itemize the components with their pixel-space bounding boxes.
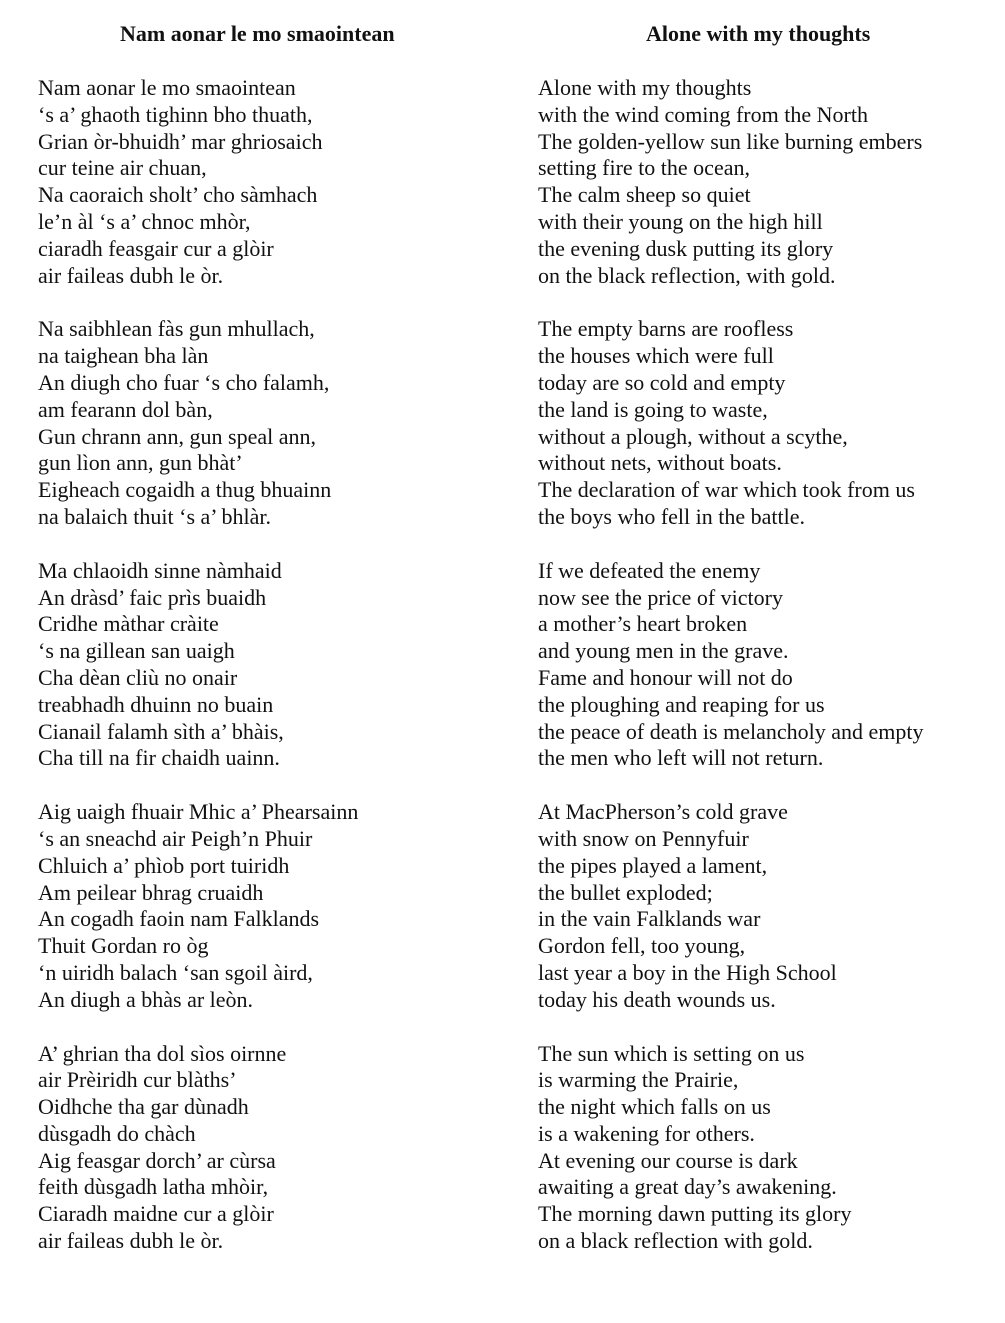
poem-line: Alone with my thoughts — [538, 75, 752, 100]
poem-line: The calm sheep so quiet — [538, 182, 751, 208]
poem-line: with the wind coming from the North — [538, 101, 868, 127]
poem-line: cur teine air chuan, — [38, 155, 207, 181]
poem-line: Grian òr-bhuidh’ mar ghriosaich — [38, 128, 323, 154]
poem-line: A’ ghrian tha dol sìos oirnne — [38, 1040, 287, 1066]
poem-line: Cha till na fir chaidh uainn. — [38, 745, 280, 771]
poem-line: is a wakening for others. — [538, 1120, 755, 1146]
poem-line: Aig feasgar dorch’ ar cùrsa — [38, 1147, 276, 1173]
poem-line: the peace of death is melancholy and empty — [538, 718, 924, 744]
poem-line: am fearann dol bàn, — [38, 396, 213, 422]
poem-line: air faileas dubh le òr. — [38, 262, 224, 288]
poem-line: Nam aonar le mo smaointean — [38, 75, 296, 100]
gaelic-stanza-2 — [38, 316, 358, 530]
poem-line: and young men in the grave. — [538, 638, 789, 664]
poem-line: Eigheach cogaidh a thug bhuainn — [38, 477, 332, 503]
poem-line: gun lìon ann, gun bhàt’ — [38, 450, 243, 476]
poem-line: air Prèiridh cur blàths’ — [38, 1067, 237, 1093]
poem-line: ‘s na gillean san uaigh — [38, 638, 235, 664]
gaelic-poem — [38, 75, 358, 1282]
poem-line: If we defeated the enemy — [538, 557, 761, 583]
poem-line: treabhadh dhuinn no buain — [38, 691, 274, 717]
poem-line: ‘s an sneachd air Peigh’n Phuir — [38, 825, 313, 851]
gaelic-stanza-1 — [38, 75, 358, 289]
poem-line: the land is going to waste, — [538, 396, 768, 422]
poem-line: the ploughing and reaping for us — [538, 691, 825, 717]
poem-line: An dràsd’ faic prìs buaidh — [38, 584, 267, 610]
poem-line: An diugh a bhàs ar leòn. — [38, 986, 254, 1012]
english-title: Alone with my thoughts — [646, 21, 871, 46]
poem-line: on a black reflection with gold. — [538, 1228, 813, 1254]
poem-line: the evening dusk putting its glory — [538, 235, 834, 261]
poem-line: The empty barns are roofless — [538, 316, 794, 342]
gaelic-stanza-4 — [38, 799, 358, 1013]
poem-line: Cridhe màthar cràite — [38, 611, 219, 637]
english-stanza-5 — [538, 1041, 923, 1255]
poem-line: Thuit Gordan ro òg — [38, 933, 209, 959]
poem-line: last year a boy in the High School — [538, 959, 837, 985]
poem-line: An diugh cho fuar ‘s cho falamh, — [38, 369, 330, 395]
poem-line: Ciaradh maidne cur a glòir — [38, 1201, 274, 1227]
poem-line: Na caoraich sholt’ cho sàmhach — [38, 182, 318, 208]
poem-line: Cianail falamh sìth a’ bhàis, — [38, 718, 284, 744]
poem-line: At MacPherson’s cold grave — [538, 799, 788, 825]
poem-line: a mother’s heart broken — [538, 611, 748, 637]
poem-line: the houses which were full — [538, 343, 774, 369]
poem-line: The declaration of war which took from us — [538, 477, 915, 503]
poem-line: The golden-yellow sun like burning embers — [538, 128, 923, 154]
english-stanza-3 — [538, 558, 923, 772]
english-stanza-4 — [538, 799, 923, 1013]
poem-line: setting fire to the ocean, — [538, 155, 750, 181]
poem-line: The morning dawn putting its glory — [538, 1201, 852, 1227]
poem-line: Aig uaigh fhuair Mhic a’ Phearsainn — [38, 799, 359, 825]
poem-line: Gun chrann ann, gun speal ann, — [38, 423, 316, 449]
poem-line: air faileas dubh le òr. — [38, 1228, 224, 1254]
poem-line: with their young on the high hill — [538, 208, 823, 234]
poem-line: dùsgadh do chàch — [38, 1120, 196, 1146]
gaelic-stanza-3 — [38, 558, 358, 772]
poem-line: ‘s a’ ghaoth tighinn bho thuath, — [38, 101, 313, 127]
poem-line: without nets, without boats. — [538, 450, 782, 476]
poem-line: the bullet exploded; — [538, 879, 713, 905]
poem-line: feith dùsgadh latha mhòir, — [38, 1174, 269, 1200]
poem-line: in the vain Falklands war — [538, 906, 761, 932]
poem-line: today are so cold and empty — [538, 369, 786, 395]
poem-line: At evening our course is dark — [538, 1147, 798, 1173]
poem-line: the boys who fell in the battle. — [538, 503, 805, 529]
poem-line: now see the price of victory — [538, 584, 783, 610]
poem-line: ‘n uiridh balach ‘san sgoil àird, — [38, 959, 313, 985]
poem-line: Cha dèan cliù no onair — [38, 664, 238, 690]
poem-line: awaiting a great day’s awakening. — [538, 1174, 837, 1200]
poem-line: the night which falls on us — [538, 1094, 771, 1120]
poem-line: le’n àl ‘s a’ chnoc mhòr, — [38, 208, 251, 234]
gaelic-stanza-5 — [38, 1041, 358, 1255]
poem-line: the men who left will not return. — [538, 745, 824, 771]
poem-line: The sun which is setting on us — [538, 1040, 805, 1066]
english-stanza-1 — [538, 75, 923, 289]
poem-line: Chluich a’ phìob port tuiridh — [38, 852, 290, 878]
poem-line: na taighean bha làn — [38, 343, 209, 369]
poem-line: ciaradh feasgair cur a glòir — [38, 235, 274, 261]
poem-line: on the black reflection, with gold. — [538, 262, 836, 288]
poem-line: the pipes played a lament, — [538, 852, 768, 878]
poem-line: without a plough, without a scythe, — [538, 423, 848, 449]
gaelic-title: Nam aonar le mo smaointean — [120, 21, 395, 46]
poem-line: An cogadh faoin nam Falklands — [38, 906, 320, 932]
poem-line: Na saibhlean fàs gun mhullach, — [38, 316, 315, 342]
english-poem — [538, 75, 923, 1282]
poem-line: Gordon fell, too young, — [538, 933, 746, 959]
poem-line: Fame and honour will not do — [538, 664, 793, 690]
poem-line: today his death wounds us. — [538, 986, 776, 1012]
poem-line: Oidhche tha gar dùnadh — [38, 1094, 249, 1120]
poem-line: na balaich thuit ‘s a’ bhlàr. — [38, 503, 271, 529]
poem-line: Ma chlaoidh sinne nàmhaid — [38, 557, 282, 583]
english-stanza-2 — [538, 316, 923, 530]
poem-line: is warming the Prairie, — [538, 1067, 739, 1093]
poem-line: with snow on Pennyfuir — [538, 825, 749, 851]
poem-line: Am peilear bhrag cruaidh — [38, 879, 264, 905]
